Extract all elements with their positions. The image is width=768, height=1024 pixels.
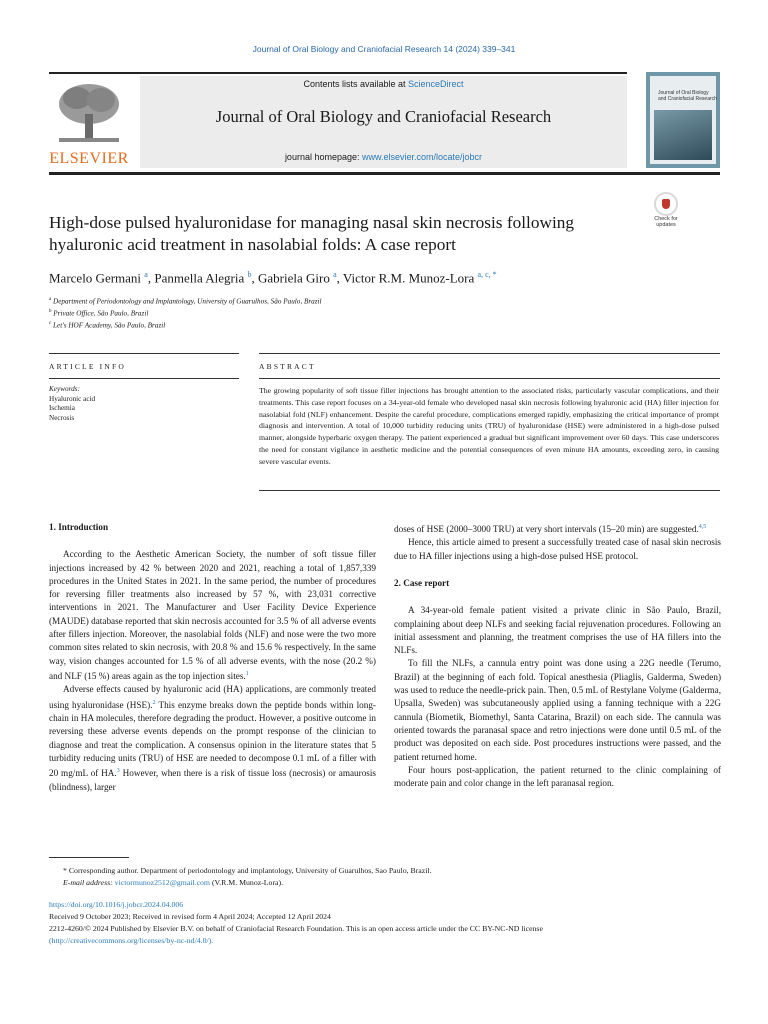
journal-cover[interactable] — [646, 72, 720, 168]
intro-paragraph-1 — [49, 548, 376, 683]
keyword-item: Necrosis — [49, 413, 75, 422]
sciencedirect-link[interactable]: ScienceDirect — [408, 79, 464, 89]
intro-p3-text: doses of HSE (2000–3000 TRU) at very short intervals (15–20 min) are suggested. — [394, 524, 699, 535]
email-suffix: (V.R.M. Munoz-Lora). — [210, 878, 284, 887]
intro-p2-text: Adverse effects caused by hyaluronic acid (HA) applications, are commonly treated using hyaluronidase (HSE). — [49, 684, 376, 710]
article-info-bottom-rule — [49, 378, 239, 379]
article-info-heading: ARTICLE INFO — [49, 362, 126, 371]
journal-citation: Journal of Oral Biology and Craniofacial Research 14 (2024) 339–341 — [252, 44, 516, 54]
email-label: E-mail address: — [63, 878, 115, 887]
elsevier-tree-icon — [53, 80, 125, 146]
author-list: Marcelo Germani $^a$, Panmella Alegria $^b$, Gabriela Giro $^a$, Victor R.M. Munoz-Lora $^{a, c, *}$ — [49, 270, 497, 286]
affiliation — [49, 319, 549, 330]
intro-paragraph-3 — [394, 521, 721, 536]
intro-paragraph-2 — [49, 683, 376, 794]
author-name[interactable]: Marcelo Germani — [49, 270, 142, 286]
keywords-block — [49, 385, 239, 423]
intro-p2-text: However, when there is a risk of tissue loss (necrosis) or amaurosis (blindness), larger — [49, 768, 377, 792]
corresponding-author-note: * Corresponding author. Department of periodontology and implantology, University of Guarulhos, Sao Paulo, Brazil. — [63, 866, 432, 875]
affiliation-text: Let's HOF Academy, São Paulo, Brazil — [53, 321, 166, 330]
keyword-item: Ischemia — [49, 404, 75, 412]
affiliation — [49, 307, 549, 318]
publisher-name: ELSEVIER — [49, 150, 129, 167]
abstract-bottom-rule — [259, 490, 720, 491]
cover-title: Journal of Oral Biology and Craniofacial Research — [658, 90, 717, 102]
right-column — [394, 521, 721, 790]
intro-p2-text: This enzyme breaks down the peptide bonds within long-chain in HA molecules, therefore degrading the product. However, a positive outcome in reversing these adverse events depends on the prompt response of the clinician to diagnose and treat the complication. A consensus opinion in the literature states that 5 turbidity reducing units (TRU) of HSE are needed to decompose 0.1 mL of a filler with 20 mg/mL of HA. — [49, 699, 376, 779]
check-updates-icon — [654, 192, 678, 216]
intro-p1-text: According to the Aesthetic American Society, the number of soft tissue filler injections increased by 42 % between 2020 and 2021, reaching a total of 1,857,339 procedures in the United States in 2021. In the same period, the number of procedures for reversing filler treatments also increased by 57 %, with 23,031 corrective interventions in 2021. The Manufacturer and User Facility Device Experience (MAUDE) database reported that skin necrosis accounted for 3.5 % of all adverse events after fillers injection. Moreover, the nasolabial folds (NLF) and nose were the two more common sites related to skin necrosis, with 20.8 % and 15.6 % respectively. In the same way, vision changes accounted for 1.5 % of all adverse events, with the nose (20.2 %) and NLF (15 %) areas again as the top injection sites. — [49, 549, 376, 682]
author-affil-mark[interactable]: a, c, * — [477, 270, 497, 279]
cover-inner — [650, 76, 716, 164]
check-updates-label: Check for updates — [654, 216, 678, 228]
affiliation-mark: c — [49, 321, 52, 326]
email-link[interactable]: victormunoz2512@gmail.com — [114, 878, 210, 887]
author-name[interactable]: Panmella Alegria — [154, 270, 245, 286]
case-paragraph-2: To fill the NLFs, a cannula entry point was done using a 22G needle (Terumo, Brazil) at the beginning of each fold. Topical anesthesia (Pliaglis, Galderma, Sweden) was used to reduce the needle-prick pain. Then, 0.5 mL of Restylane Volyme (Galderma, Upsalla, Sweden) was subcutaneously applied using a fanning technique with a 22G cannula (Biometik, Biomethyl, Santa Catarina, Brazil) on each side. The cannula was oriented towards the paranasal space and retro injections were done until 0.5 mL of the product was deposited on each side. Post procedures instructions were passed, and the patient returned home. — [394, 658, 721, 762]
license-text: 2212-4260/© 2024 Published by Elsevier B.V. on behalf of Craniofacial Research Foundation. This is an open access article under the CC BY-NC-ND license — [49, 924, 543, 933]
contents-prefix: Contents lists available at — [303, 79, 409, 89]
contents-line — [140, 79, 627, 89]
homepage-link[interactable]: www.elsevier.com/locate/jobcr — [362, 152, 483, 162]
reference-link[interactable]: 3 — [116, 768, 120, 775]
keyword-item: Hyaluronic acid — [49, 394, 96, 403]
reference-link[interactable]: 2 — [152, 699, 156, 706]
author-affil-mark[interactable]: a — [144, 270, 148, 279]
author-affil-mark[interactable]: b — [247, 270, 252, 279]
author-affil-mark[interactable]: a — [333, 270, 337, 279]
elsevier-logo[interactable] — [49, 80, 129, 168]
affiliation-text: Department of Periodontology and Implantology, University of Guarulhos, São Paulo, Brazil — [53, 297, 322, 306]
abstract-heading: ABSTRACT — [259, 362, 316, 371]
article-title: High-dose pulsed hyaluronidase for managing nasal skin necrosis following hyaluronic acid treatment in nasolabial folds: A case report — [49, 213, 575, 254]
reference-link[interactable]: 1 — [245, 670, 249, 677]
section-heading-case-report: 2. Case report — [394, 577, 450, 588]
footnote-rule — [49, 857, 129, 858]
homepage-line — [140, 152, 627, 162]
header-top-rule — [49, 72, 627, 74]
article-info-top-rule — [49, 353, 239, 354]
author-name[interactable]: Gabriela Giro — [258, 270, 330, 286]
cover-image — [654, 110, 712, 160]
received-dates: Received 9 October 2023; Received in revised form 4 April 2024; Accepted 12 April 2024 — [49, 912, 331, 921]
affiliation — [49, 295, 549, 306]
abstract-top-rule — [259, 353, 720, 354]
affiliation-mark: a — [49, 297, 52, 302]
case-paragraph-1: A 34-year-old female patient visited a private clinic in São Paulo, Brazil, complaining about deep NLFs and seeking facial rejuvenation procedures. Following an initial assessment and planning, the treatment comprises the use of HA fillers into the NLFs. — [394, 605, 721, 656]
affiliation-text: Private Office, São Paulo, Brazil — [53, 309, 149, 318]
reference-link[interactable]: 4,5 — [698, 524, 707, 530]
check-for-updates-button[interactable] — [646, 192, 686, 232]
abstract-sub-rule — [259, 378, 720, 379]
license-link[interactable]: (http://creativecommons.org/licenses/by-nc-nd/4.0/). — [49, 936, 214, 945]
abstract-text: The growing popularity of soft tissue filler injections has brought attention to the associated risks, particularly vascular complications, and their treatments. This case report focuses on a 34-year-old female who developed nasal skin necrosis following hyaluronic acid (HA) filler injection for nasolabial fold (NLF) enhancement. Despite the careful procedure, complications emerged rapidly, emphasizing the critical importance of prompt diagnosis and intervention. A total of 10,000 turbidity reducing units (TRU) of hyaluronidase (HSE) were administered in a high-dose pulsed manner, alongside hyperbaric oxygen therapy. The patient experienced a gradual but significant improvement over 60 days. This case underscores the need for constant vigilance in aesthetic medicine and the potential consequences of even minute HA amounts, exceeding zero, in causing severe vascular events. — [259, 386, 719, 466]
doi-link[interactable]: https://doi.org/10.1016/j.jobcr.2024.04.006 — [49, 900, 184, 909]
author-name[interactable]: Victor R.M. Munoz-Lora — [342, 270, 475, 286]
journal-title: Journal of Oral Biology and Craniofacial Research — [215, 107, 552, 126]
email-line — [49, 877, 743, 889]
header-bottom-rule — [49, 172, 720, 175]
section-heading-introduction: 1. Introduction — [49, 522, 109, 532]
intro-paragraph-4: Hence, this article aimed to present a successfully treated case of nasal skin necrosis due to HA filler injections using a high-dose pulsed HSE protocol. — [394, 537, 721, 561]
keywords-label: Keywords: — [49, 385, 80, 393]
case-paragraph-3: Four hours post-application, the patient returned to the clinic complaining of moderate pain and color change in the left paranasal region. — [394, 764, 721, 789]
homepage-prefix: journal homepage: — [284, 152, 362, 162]
affiliation-mark: b — [49, 309, 52, 314]
left-column — [49, 521, 376, 794]
